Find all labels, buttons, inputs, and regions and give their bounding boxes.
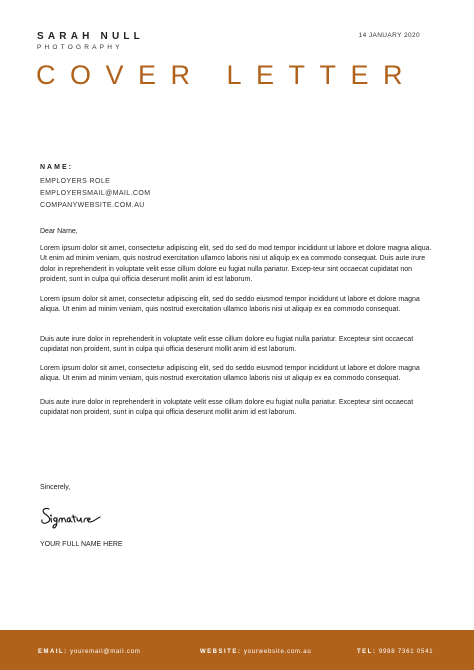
letter-paragraph-4: Lorem ipsum dolor sit amet, consectetur adipiscing elit, sed do seddo eiusmod tempor incididunt ut labore et dolore magna aliqua. Ut enim ad minim veniam, quis nostrud exercitation ullamco laboris nisi ut aliquip ex ea commodo consequat. (40, 365, 420, 383)
recipient-website: COMPANYWEBSITE.COM.AU (40, 202, 145, 209)
footer-email-value[interactable]: youremail@mail.com (70, 649, 141, 655)
footer-tel (357, 649, 433, 655)
recipient-email: EMPLOYERSMAIL@MAIL.COM (40, 190, 151, 197)
letter-paragraph-3: Duis aute irure dolor in reprehenderit in voluptate velit esse cillum dolore eu fugiat nulla pariatur. Excepteur sint occaecat cupidatat non proident, sunt in culpa qui officia deserunt mollit anim id est laborum. (40, 336, 414, 354)
recipient-name-label: NAME: (40, 164, 73, 171)
letter-paragraph-5: Duis aute irure dolor in reprehenderit in voluptate velit esse cillum dolore eu fugiat nulla pariatur. Excepteur sint occaecat cupidatat non proident, sunt in culpa qui officia deserunt mollit anim id est laborum. (40, 399, 414, 417)
footer-email-label: EMAIL: (38, 649, 68, 655)
footer-tel-value[interactable]: 9988 7361 0541 (378, 649, 434, 655)
footer-website-value[interactable]: yourwebsite.com.au (243, 649, 312, 655)
contact-footer (0, 630, 474, 670)
letter-paragraph-2: Lorem ipsum dolor sit amet, consectetur adipiscing elit, sed do seddo eiusmod tempor incididunt ut labore et dolore magna aliqua. Ut enim ad minim veniam, quis nostrud exercitation ullamco laboris nisi ut aliquip ex ea commodo consequat. (40, 296, 420, 314)
sender-role: PHOTOGRAPHY (37, 44, 123, 51)
letter-greeting: Dear Name, (40, 228, 78, 235)
document-title: COVER LETTER (36, 60, 418, 90)
footer-email (38, 649, 141, 655)
signature-scribble (40, 503, 102, 531)
signature-image (40, 503, 102, 536)
letter-date: 14 JANUARY 2020 (358, 32, 420, 39)
letter-paragraph-1: Lorem ipsum dolor sit amet, consectetur adipiscing elit, sed do sed do mod tempor incididunt ut labore et dolore magna aliqua. Ut enim ad minim veniam, quis nostrud exercitation ullamco laboris nisi ut aliquip ex ea commodo consequat. Duis aute irure dolor in reprehenderit in voluptate velit esse cillum dolore eu fugiat nulla pariatur. Excep-teur sint occaecat cupidatat non proident, sunt in culpa qui officia deserunt mollit anim id est laborum. (40, 245, 432, 284)
sender-name: SARAH NULL (37, 31, 144, 42)
footer-website-label: WEBSITE: (200, 649, 242, 655)
footer-website (200, 649, 312, 655)
sender-full-name: YOUR FULL NAME HERE (40, 541, 123, 548)
recipient-role: EMPLOYERS ROLE (40, 178, 111, 185)
letter-closing: Sincerely, (40, 484, 71, 491)
footer-tel-label: TEL: (357, 649, 377, 655)
